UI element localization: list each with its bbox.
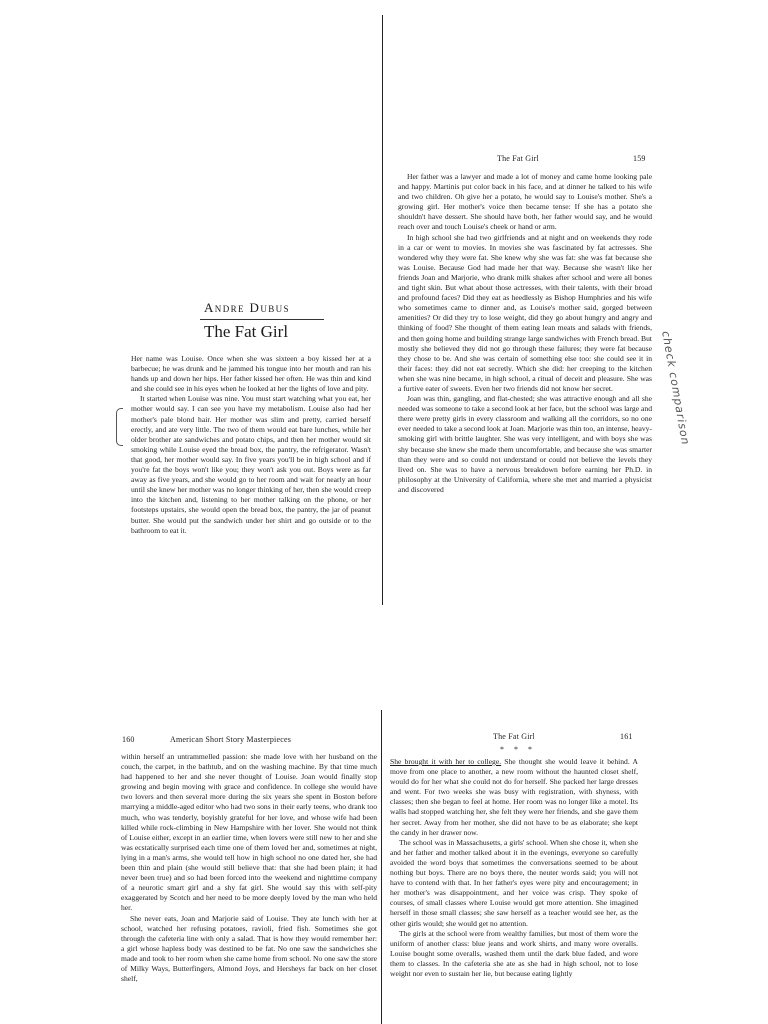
paragraph: In high school she had two girlfriends and at night and on weekends they rode in a car or went to movies. In movies she was fascinated by fat actresses. She wondered why they were fat. She knew why she was fat: she was fat because she was Louise. Because God had made her that way. Because she wasn't like her friends Joan and Marjorie, who drank milk shakes after school and were all bones and tight skin. But what about those actresses, with their talents, with their broad and profound faces? Did they eat as heedlessly as Bishop Humphries and his wife who sometimes came to dinner and, as Louise's mother said, gorged between amenities? Or did they try to lose weight, did they go about hungry and angry and thinking of food? She thought of them eating lean meats and salads with friends, and then going home and building strange large sandwiches with French bread. But mostly she believed they did not go through these failures; they were fat because they chose to be. And she was certain of something else too: she could see it in their faces: they did not eat secretly. Which she did: her creeping to the kitchen when she was nine became, in high school, a ritual of deceit and pleasure. She was a furtive eater of sweets. Even her two friends did not know her secret. — [398, 232, 652, 393]
page-number: 161 — [620, 732, 633, 741]
story-opening-body — [131, 354, 371, 584]
title-rule — [200, 319, 324, 320]
page-160-body — [121, 752, 377, 1024]
section-break: * * * — [500, 745, 536, 754]
paragraph: Joan was thin, gangling, and flat-chested; she was attractive enough and all she needed was someone to take a second look at her face, but the school was large and there were pretty girls in every classroom and walking all the corridors, so no one ever needed to take a second look at Joan. Marjorie was thin too, an intense, heavy-smoking girl with brittle laughter. She was very intelligent, and with boys she was shy because she knew she made them uncomfortable, and because she was smarter than they were and so could not understand or could not believe the levels they lived on. She was to have a nervous breakdown before earning her Ph.D. in philosophy at the University of California, where she met and married a physicist and discovered — [398, 394, 652, 494]
page-gutter-line — [381, 710, 382, 1024]
story-title: The Fat Girl — [204, 322, 289, 341]
page-gutter-line — [382, 15, 383, 605]
paragraph: The girls at the school were from wealthy families, but most of them wore the uniform of another class: blue jeans and work shirts, and many wore overalls. Louise bought some overalls, washed them until the dark blue faded, and wore them to classes. In the cafeteria she ate as she had in high school, not to lose weight nor even to sustain her lie, but because eating lightly — [390, 928, 638, 978]
author-name: Andre Dubus — [204, 300, 290, 315]
page-159-body — [398, 172, 652, 582]
paragraph: The school was in Massachusetts, a girls' school. When she chose it, when she and her father and mother talked about it in the evenings, everyone so carefully avoided the word boys that sometimes the conversations seemed to be about nothing but boys. There are no boys there, the neuter words said; you will not have to contend with that. In her father's eyes were pity and encouragement; in her mother's was disappointment, and her voice was crisp. They spoke of courses, of small classes where Louise would get more attention. She imagined herself in those small classes; she saw herself as a teacher would see her, as the other girls would; she would get no attention. — [390, 837, 638, 928]
page-161-body — [390, 757, 638, 1024]
handwritten-margin-note: check comparison — [659, 330, 693, 447]
running-head-title: The Fat Girl — [497, 154, 539, 163]
page-number: 160 — [122, 735, 135, 744]
underlined-sentence: She brought it with her to college. — [390, 757, 502, 766]
paragraph: Her father was a lawyer and made a lot of money and came home looking pale and happy. Martinis put color back in his face, and at dinner he talked to his wife and two children. Oh give her a potato, he would say to Louise's mother. She's a growing girl. Her mother's voice then became tense: If she has a potato she shouldn't have dessert. She should have both, her father would say, and he would reach over and touch Louise's cheek or hand or arm. — [398, 172, 652, 232]
margin-bracket-mark — [116, 408, 123, 446]
paragraph: It started when Louise was nine. You must start watching what you eat, her mother would say. I can see you have my metabolism. Louise also had her mother's pale blond hair. Her mother was slim and pretty, carried herself erectly, and ate very little. The two of them would eat bare lunches, while her older brother ate sandwiches and potato chips, and then her mother would sit smoking while Louise eyed the bread box, the pantry, the refrigerator. Wasn't that good, her mother would say. In five years you'll be in high school and if you're fat the boys won't like you; they won't ask you out. Boys were as far away as five years, and she would go to her room and wait for nearly an hour until she knew her mother was no longer thinking of her, then she would creep into the kitchen and, listening to her mother talking on the phone, or her footsteps upstairs, she would open the bread box, the pantry, the jar of peanut butter. She would put the sandwich under her shirt and go outside or to the bathroom to eat it. — [131, 394, 371, 535]
paragraph: Her name was Louise. Once when she was sixteen a boy kissed her at a barbecue; he was drunk and he jammed his tongue into her mouth and ran his hands up and down her hips. Her father kissed her often. He was thin and kind and she could see in his eyes when he looked at her the lights of love and pity. — [131, 354, 371, 394]
paragraph: within herself an untrammelled passion: she made love with her husband on the couch, the carpet, in the bathtub, and on the washing machine. By that time much had happened to her and she never thought of Louise. Joan would finally stop growing and begin moving with grace and confidence. In college she would have two lovers and then several more during the six years she spent in Boston before marrying a middle-aged editor who had two sons in their early teens, who drank too much, who was tenderly, boyishly grateful for her love, and whose wife had been killed while rock-climbing in New Hampshire with her lover. She would not think of Louise either, except in an earlier time, when lovers were still new to her and she was ecstatically surprised each time one of them loved her and, sometimes at night, lying in a man's arms, she would tell how in high school no one dated her, she had been thin and plain (she would still believe that: that she had been plain; it had never been true) and so had been forced into the weekend and nighttime company of a neurotic smart girl and a shy fat girl. She would say this with self-pity exaggerated by Scotch and her need to be more deeply loved by the man who held her. — [121, 752, 377, 913]
running-head-title: The Fat Girl — [493, 732, 535, 741]
page-number: 159 — [633, 154, 646, 163]
paragraph-rest: She thought she would leave it behind. A move from one place to another, a new room without the haunted closet shelf, would do for her what she could not do for herself. She packed her large dresses and went. For two weeks she was busy with registration, with shyness, with classes; then she began to feel at home. Her room was no longer like a motel. Its walls had stopped watching her, she felt they were her friends, and she gave them her secret. Away from her mother, she did not have to be as elaborate; she kept the candy in her drawer now. — [390, 757, 638, 837]
paragraph: She never eats, Joan and Marjorie said of Louise. They ate lunch with her at school, watched her refusing potatoes, ravioli, fried fish. Sometimes she got through the cafeteria line with only a salad. That is how they would remember her: a girl whose hapless body was destined to be fat. No one saw the sandwiches she made and took to her room when she came home from school. No one saw the store of Milky Ways, Butterfingers, Almond Joys, and Hersheys far back on her closet shelf, — [121, 913, 377, 984]
running-head-book-title: American Short Story Masterpieces — [170, 735, 292, 744]
paragraph — [390, 757, 638, 838]
